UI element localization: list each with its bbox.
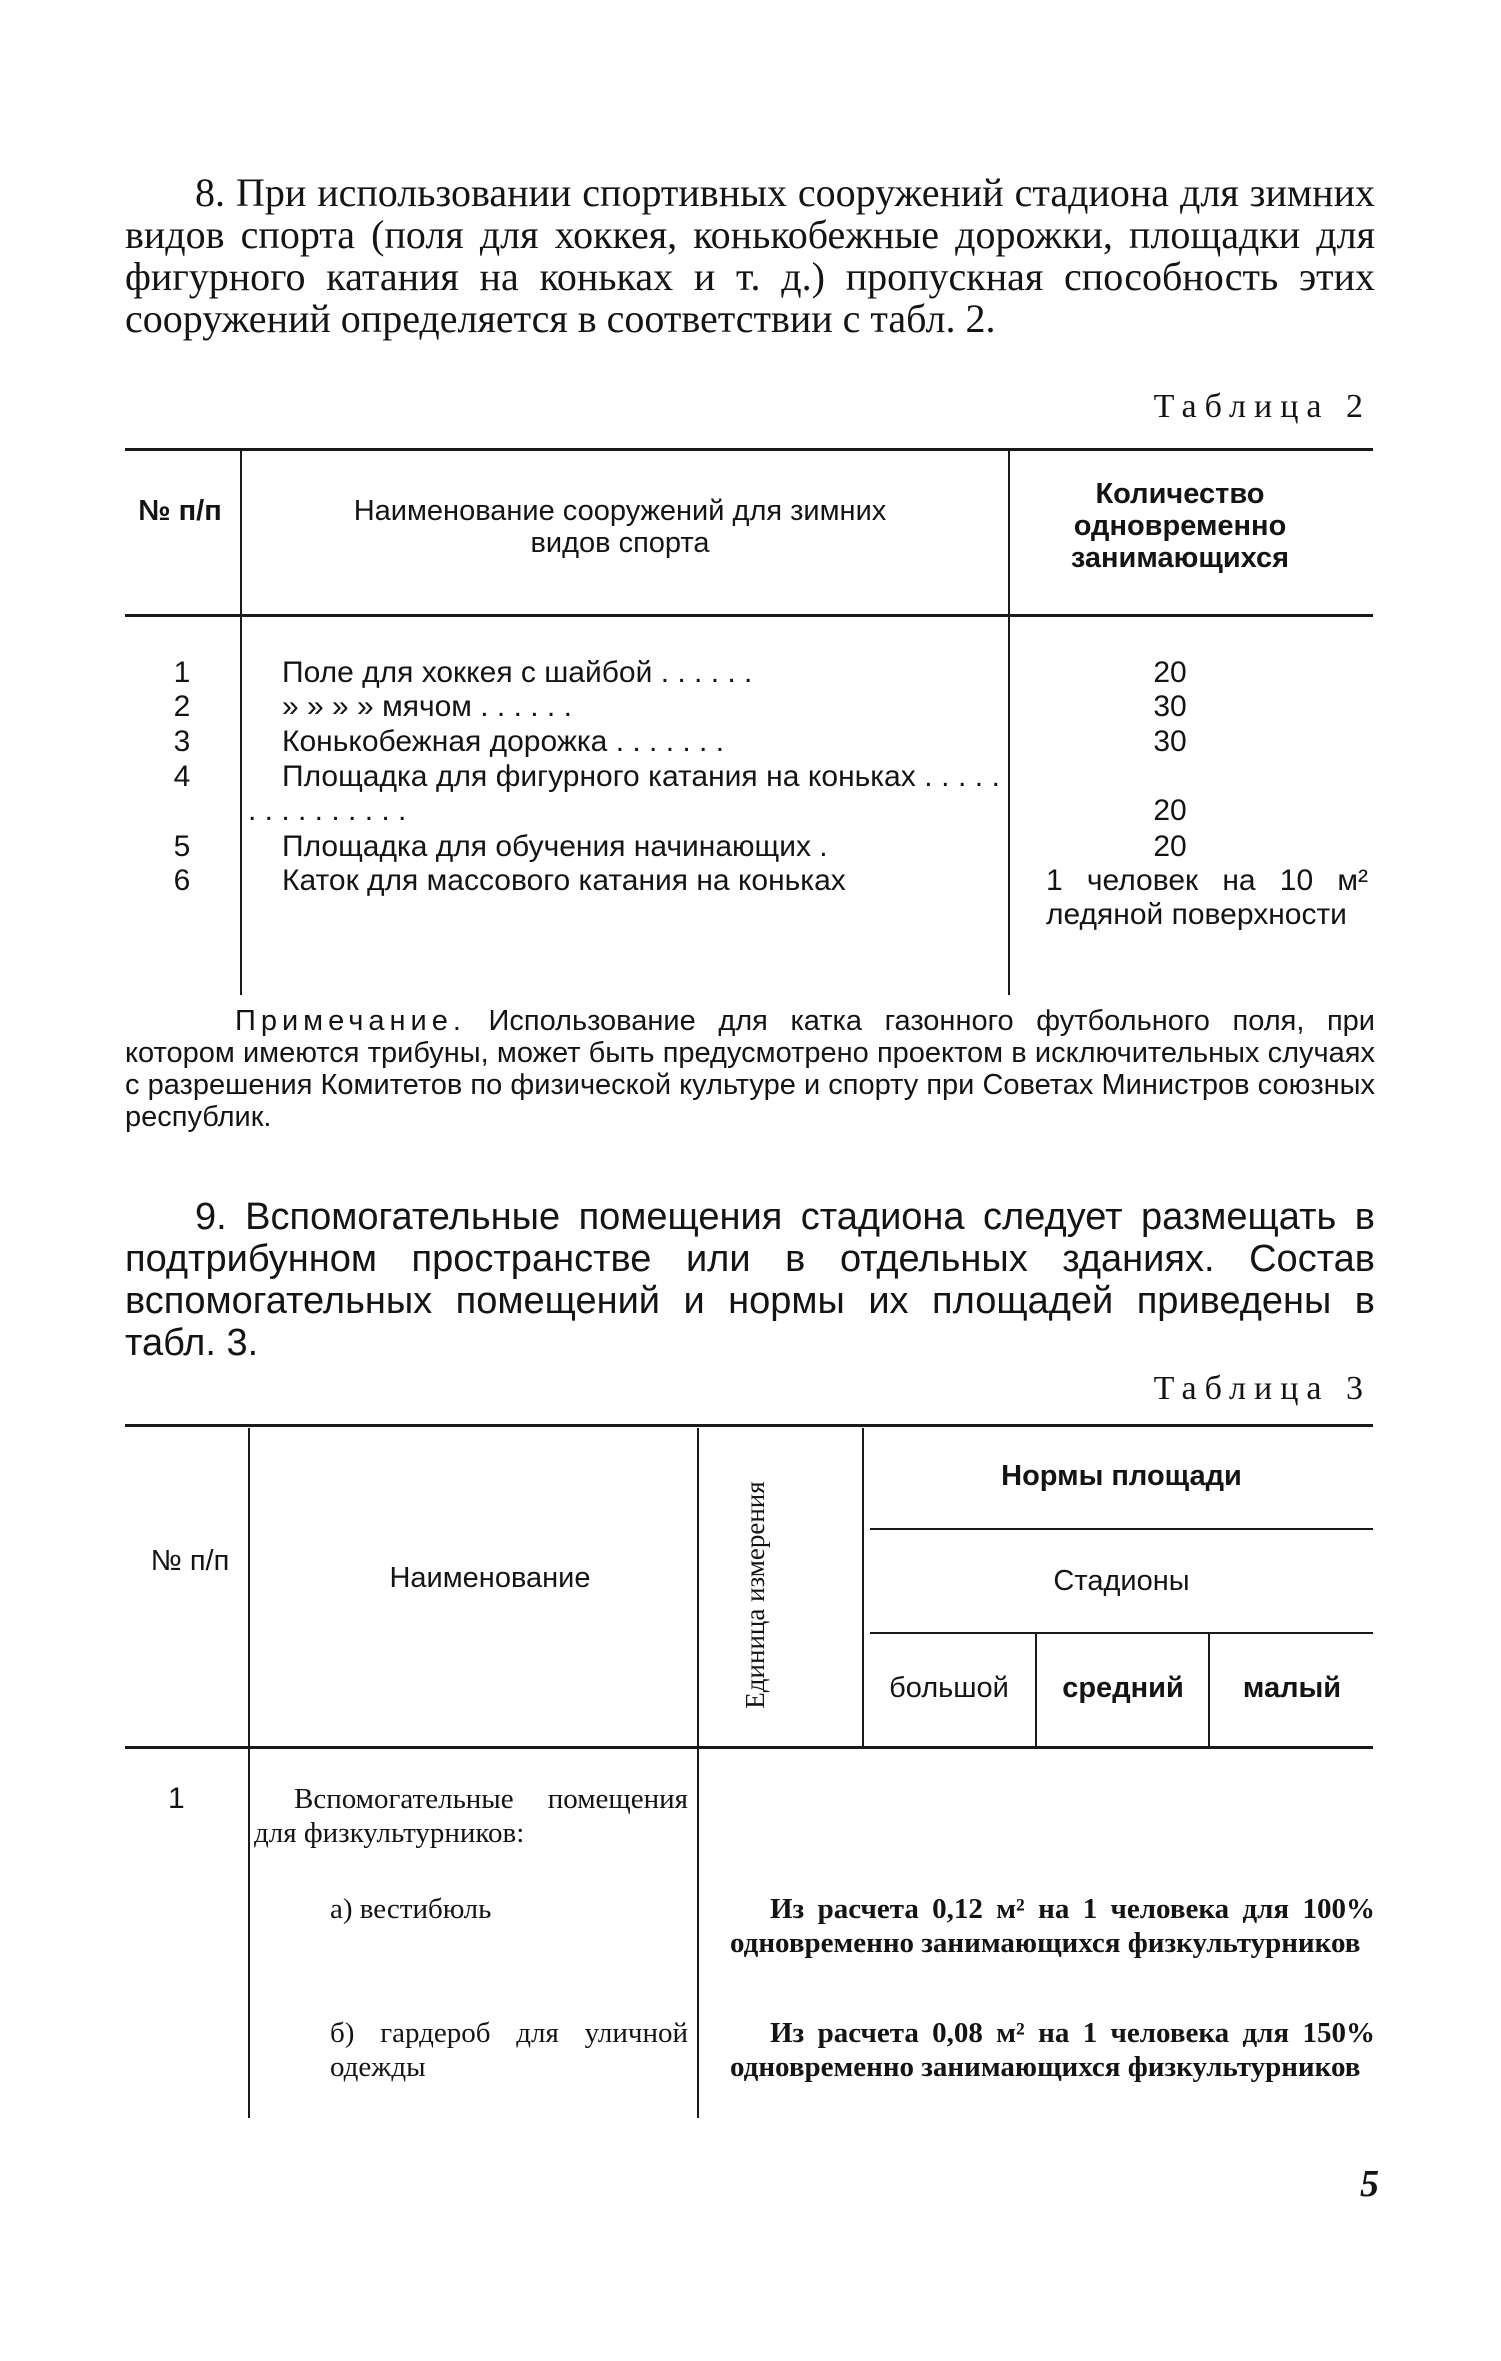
- table-2-header-count: Количество одновременно занимающихся: [1070, 478, 1290, 574]
- table-2-header-rule: [125, 614, 1373, 617]
- table-2-row-6-num: 6: [173, 864, 191, 897]
- table-2-row-4-name: Площадка для фигурного катания на коньках . . . . . . . . . . . . . . .: [248, 760, 1000, 827]
- table-2-note: [125, 1005, 1375, 1133]
- paragraph-9: 9. Вспомогательные помещения стадиона следует размещать в подтрибунном пространстве или в отдельных зданиях. Состав вспомогательных помещений и нормы их площадей приведены в табл. 3.: [125, 1196, 1375, 1364]
- table-2-row-5-name: Площадка для обучения начинающих .: [282, 830, 828, 863]
- table-3-col-divider-1: [248, 1428, 250, 2118]
- table-2-row-2-name: » » » » мячом . . . . . .: [282, 690, 572, 723]
- table-2-col-divider-2: [1008, 450, 1010, 995]
- table-3-header-small: малый: [1242, 1672, 1342, 1704]
- table-3-row-2-name: а) вестибюль: [330, 1893, 492, 1925]
- table-2-col-divider-1: [240, 450, 242, 995]
- table-2-header-name: Наименование сооружений для зимних видов спорта: [353, 495, 887, 559]
- table-2-top-rule: [125, 448, 1373, 451]
- table-2-row-2-count: 30: [1153, 690, 1187, 723]
- table-2-header-num: № п/п: [138, 495, 222, 527]
- table-2-row-4-num: 4: [173, 760, 191, 793]
- table-3-row-3-norm: Из расчета 0,08 м² на 1 человека для 150% одновременно занимающихся физкультурников: [730, 2017, 1375, 2083]
- table-3-header-name: Наименование: [389, 1562, 591, 1594]
- table-2-row-5-count: 20: [1153, 830, 1187, 863]
- note-label: Примечание.: [235, 1005, 466, 1037]
- table-2-row-5-num: 5: [173, 830, 191, 863]
- table-3-row-3-name: б) гардероб для уличной одежды: [330, 2017, 688, 2083]
- table-3-header-large: большой: [889, 1672, 1009, 1704]
- table-2-row-6-count: 1 человек на 10 м² ледяной поверхности: [1046, 864, 1368, 931]
- table-3-caption: Таблица 3: [1153, 1370, 1371, 1407]
- table-3-header-stadiums: Стадионы: [1053, 1565, 1190, 1597]
- table-3-top-rule: [125, 1424, 1373, 1427]
- table-2-row-1-count: 20: [1153, 656, 1187, 689]
- table-2-row-1-name: Поле для хоккея с шайбой . . . . . .: [282, 656, 753, 689]
- table-3-row-1-name: Вспомогательные помещения для физкультурников:: [254, 1783, 688, 1849]
- table-3-row-2-norm: Из расчета 0,12 м² на 1 человека для 100% одновременно занимающихся физкультурников: [730, 1893, 1375, 1959]
- table-3-row-1-num: 1: [168, 1782, 185, 1815]
- table-2-row-3-num: 3: [173, 725, 191, 758]
- table-2-caption: Таблица 2: [1153, 388, 1371, 425]
- paragraph-8: 8. При использовании спортивных сооружений стадиона для зимних видов спорта (поля для хоккея, конькобежные дорожки, площадки для фигурного катания на коньках и т. д.) пропускная способность этих сооружений определяется в соответствии с табл. 2.: [125, 170, 1375, 341]
- table-3-col-divider-2: [697, 1428, 699, 2118]
- table-2-row-3-count: 30: [1153, 725, 1187, 758]
- table-3-header-rule: [125, 1746, 1373, 1749]
- table-3-norms-rule: [870, 1528, 1373, 1530]
- table-3-col-divider-5: [1208, 1634, 1210, 1746]
- table-2-row-2-num: 2: [173, 690, 191, 723]
- table-3-col-divider-4: [1035, 1634, 1037, 1746]
- table-3-stadiums-rule: [870, 1632, 1373, 1634]
- table-2-row-4-count: 20: [1153, 794, 1187, 827]
- table-3-col-divider-3: [862, 1428, 864, 1748]
- table-3-header-norms: Нормы площади: [1001, 1460, 1242, 1492]
- table-3-header-num: № п/п: [150, 1545, 230, 1577]
- table-2-row-1-num: 1: [173, 656, 191, 689]
- note-text: Использование для катка газонного футбольного поля, при котором имеются трибуны, может быть предусмотрено проектом в исключительных случаях с разрешения Комитетов по физической культуре и спорту при Советах Министров союзных республик.: [125, 1005, 1375, 1133]
- table-2-row-3-name: Конькобежная дорожка . . . . . . .: [282, 725, 725, 758]
- page-number: 5: [1360, 2163, 1379, 2205]
- table-2-row-6-name: Каток для массового катания на коньках: [282, 864, 846, 897]
- table-3-header-medium: средний: [1062, 1672, 1184, 1704]
- table-3-header-unit: Единица измерения: [740, 1481, 770, 1709]
